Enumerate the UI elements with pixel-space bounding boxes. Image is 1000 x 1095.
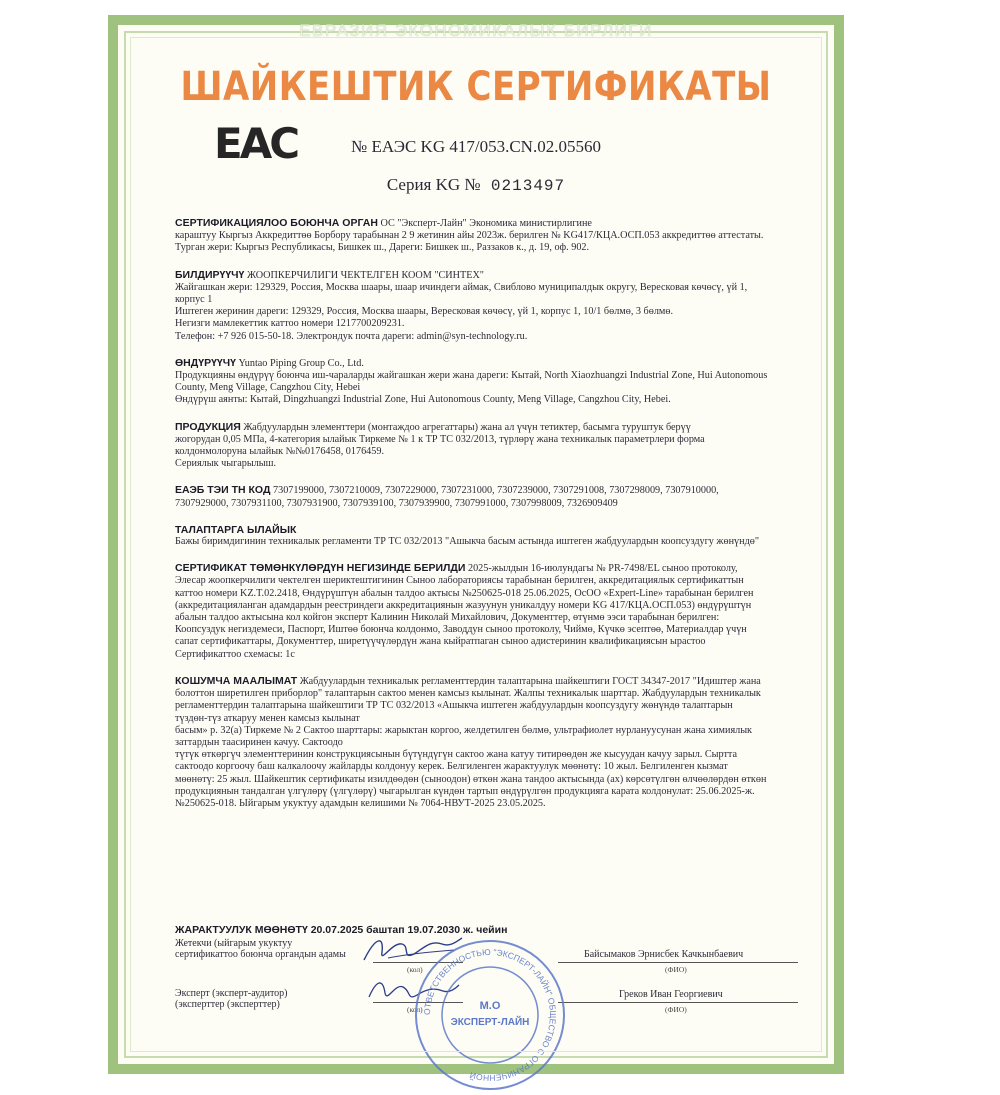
head-label-line: Жетекчи (ыйгарым укуктуу <box>175 938 293 949</box>
expert-label-line: (эксперттер (эксперттер) <box>175 999 280 1010</box>
section-requirements <box>175 524 795 548</box>
section-line: мөөнөтү: 25 жыл. Шайкештик сертификаты изилдөөдөн (сыноодон) өткөн жана тандоо актысында (ах) көрсөтүлгөн өлчөөлөрдөн өткөн <box>175 773 767 785</box>
section-label: БИЛДИРҮҮЧҮ <box>175 268 245 281</box>
expert-name-line <box>558 1002 798 1003</box>
section-line: каттоо номери KZ.T.02.2418, Өндүрүштүн абалын талдоо актысы №250625-018 25.06.2025, ОсОО «Expert-Line» тарабынан берилген <box>175 587 754 599</box>
section-line: Жайгашкан жери: 129329, Россия, Москва шаары, шаар ичиндеги аймак, Свиблово муниципалдык округу, Вересковая көчөсү, үй 1, <box>175 281 748 293</box>
section-line: Өндүрүш аянты: Кытай, Dingzhuangzi Industrial Zone, Hui Autonomous County, Meng Village, Cangzhou City, Hebei. <box>175 394 671 406</box>
organization-stamp <box>410 935 570 1095</box>
section-label: ЕАЭБ ТЭИ ТН КОД <box>175 484 271 497</box>
head-label-line: сертификаттоо боюнча органдын адамы <box>175 949 346 960</box>
section-line: 2025-жылдын 16-июлундагы № PR-7498/EL сыноо протоколу, <box>467 563 738 575</box>
section-line: сапат сертификаттары, Документтер, ширетүүчүлөрдүн жана кыйратпаган сыноо адистеринин квалификациясын ырастоо <box>175 636 706 648</box>
section-label: ӨНДҮРҮҮЧҮ <box>175 356 236 369</box>
section-line: Телефон: +7 926 015-50-18. Электрондук почта дареги: admin@syn-technology.ru. <box>175 330 528 342</box>
head-name-caption: (ФИО) <box>665 965 687 974</box>
section-label: СЕРТИФИКАЦИЯЛОО БОЮНЧА ОРГАН <box>175 217 378 229</box>
section-line: Сериялык чыгарылыш. <box>175 458 277 470</box>
section-line: Сертификаттоо схемасы: 1с <box>175 648 295 660</box>
union-banner: ЕВРАЗИЯ ЭКОНОМИКАЛЫК БИРЛИГИ <box>299 21 653 40</box>
section-line: Жабдуулардын элементтери (монтаждоо агрегаттары) жана ал үчүн тетиктер, басымга туруштук берүү <box>243 421 691 433</box>
section-line: караштуу Кыргыз Аккредиттөө Борбору тарабынан 2 9 жетинин айы 2023ж. берилген № KG417/КЦА.ОСП.053 аккредиттөө аттестаты. <box>175 230 764 242</box>
section-product <box>175 421 795 471</box>
section-label: ТАЛАПТАРГА ЫЛАЙЫК <box>175 523 297 536</box>
head-name-line <box>558 962 798 963</box>
section-line: заттардын таасиринен качуу. Сактоодо <box>175 736 343 748</box>
expert-label <box>175 988 288 1010</box>
section-line: Элесар жоопкерчилиги чектелген шериктештигинин Сыноо лабораториясы тарабынан берилген, аккредитациялык сертификаттын <box>175 575 744 587</box>
section-line: түздөн-түз аткаруу менен камсыз кылынат <box>175 712 360 724</box>
section-line: түтүк өткөргүч элементтеринин конструкциясынын бүтүндүгүн сактоо жана катуу титирөөдөн же кысуудан качуу зарыл. Сыртта <box>175 749 738 761</box>
section-line: 7307199000, 7307210009, 7307229000, 7307231000, 7307239000, 7307291008, 7307298009, 7307910000, <box>273 485 719 497</box>
section-line: Негизги мамлекеттик каттоо номери 1217700209231. <box>175 318 405 330</box>
section-line: Yuntao Piping Group Co., Ltd. <box>238 357 364 369</box>
section-line: сактоодо коргоочу баш калкалоочу жайларды колдонуу керек. Белгиленген жарактуулук мөөнөтү: 10 жыл. Белгиленген кызмат <box>175 761 728 773</box>
expert-name-caption: (ФИО) <box>665 1005 687 1014</box>
section-basis <box>175 562 795 661</box>
section-line: Жабдуулардын техникалык регламенттердин талаптарына шайкештиги ГОСТ 34347-2017 "Идиштер жана <box>299 675 761 687</box>
stamp-mp: М.О <box>479 1000 501 1012</box>
section-additional <box>175 675 795 810</box>
certificate-title: ШАЙКЕШТИК СЕРТИФИКАТЫ <box>180 63 772 111</box>
section-line: жогорудан 0,05 МПа, 4-категория ылайык Тиркеме № 1 к ТР ТС 032/2013, түрлөрү жана техникалык параметрлери форма <box>175 433 705 445</box>
section-line: Бажы биримдигинин техникалык регламенти ТР ТС 032/2013 "Ашыкча басым астында иштеген жабдуулардын коопсуздугу жөнүндө" <box>175 536 760 548</box>
section-applicant <box>175 269 795 343</box>
expert-name: Греков Иван Георгиевич <box>619 989 723 1000</box>
section-label: КОШУМЧА МААЛЫМАТ <box>175 674 298 687</box>
expert-sign-caption: (кол) <box>407 1005 423 1014</box>
stamp-center-text: ЭКСПЕРТ-ЛАЙН <box>450 1017 530 1028</box>
section-manufacturer <box>175 357 795 407</box>
section-tnved <box>175 484 795 509</box>
section-line: корпус 1 <box>175 294 213 306</box>
section-line: ОС "Эксперт-Лайн" Экономика министирлигине <box>380 218 592 229</box>
validity-label: ЖАРАКТУУЛУК МӨӨНӨТҮ 20.07.2025 баштап 19.07.2030 ж. чейин <box>175 924 508 936</box>
section-line: регламенттердин талаптарына шайкештиги ТР ТС 032/2013 «Ашыкча иштеген жабдуулардын коопсуздугу жөнүндө талаптарын <box>175 700 733 712</box>
head-label <box>175 938 346 960</box>
stamp-ring-text: ОТВЕТСТВЕННОСТЬЮ "ЭКСПЕРТ-ЛАЙН" ОБЩЕСТВО С ОГРАНИЧЕННОЙ <box>421 946 559 1084</box>
section-line: Иштеген жеринин дареги: 129329, Россия, Москва шаары, Вересковая көчөсү, үй 1, корпус 1, 10/1 бөлмө, 3 бөлмө. <box>175 306 673 318</box>
eac-logo: EAC <box>214 119 298 168</box>
series-row <box>118 175 834 195</box>
section-line: County, Meng Village, Cangzhou City, Hebei <box>175 382 361 394</box>
expert-label-line: Эксперт (эксперт-аудитор) <box>175 988 288 999</box>
section-label: ПРОДУКЦИЯ <box>175 420 241 433</box>
section-line: продукциянын тандалган үлгүлөрү (үлгүлөрү) чыгарылган күндөн тартып өндүрүлгөн продукцияга карата колдонулат: 25.06.2025-ж. <box>175 785 755 797</box>
section-line: ЖООПКЕРЧИЛИГИ ЧЕКТЕЛГЕН КООМ "СИНТЕХ" <box>246 269 484 281</box>
certificate-number: № ЕАЭС KG 417/053.CN.02.05560 <box>351 137 601 156</box>
series-number: 0213497 <box>490 177 566 195</box>
section-line: (аккредитацияланган адамдардын реестриндеги аккредитациянын жазуунун уникалдуу номери KG 417/КЦА.ОСП.053) өндүрүштүн <box>175 599 752 611</box>
section-line: Коопсуздук негиздемеси, Паспорт, Иштөө боюнча колдонмо, Заводдун сыноо протоколу, Чиймө, Күчкө эсептөө, Материалдар үчүн <box>175 624 747 636</box>
section-line: басым» р. 32(а) Тиркеме № 2 Сактоо шарттары: жарыктан коргоо, желдетилген бөлмө, ультрафиолет нурлануусунан жана химиялык <box>175 724 753 736</box>
section-cert-body <box>175 217 795 255</box>
head-sign-caption: (кол) <box>407 965 423 974</box>
section-line: Продукцияны өндүрүү боюнча иш-чараларды жайгашкан жери жана дареги: Кытай, North Xiaozhuangzi Industrial Zone, Hui Autonomous <box>175 370 768 382</box>
section-line: №250625-018. Ыйгарым укуктуу адамдын келишими № 7064-НВУТ-2025 23.05.2025. <box>175 797 546 809</box>
section-line: Турган жери: Кыргыз Республикасы, Бишкек ш., Дареги: Бишкек ш., Раззаков к., д. 19, оф. 902. <box>175 242 590 254</box>
section-label: СЕРТИФИКАТ ТӨМӨНКҮЛӨРДҮН НЕГИЗИНДЕ БЕРИЛДИ <box>175 562 466 575</box>
section-line: колдонмолоруна ылайык №№0176458, 0176459. <box>175 446 384 458</box>
series-label: Серия KG № <box>386 175 481 194</box>
section-line: абалын талдоо актысына кол койгон эксперт Калинин Николай Михайлович, Документтер, өтүнмө ээси тарабынан берилген: <box>175 612 720 624</box>
section-line: 7307929000, 7307931100, 7307931900, 7307939100, 7307939900, 7307991000, 7307998009, 7326909409 <box>175 497 618 509</box>
certificate-frame <box>108 15 844 1084</box>
head-name: Байсымаков Эрнисбек Качкынбаевич <box>584 949 744 960</box>
section-line: болоттон ширетилген приборлор" талаптарын сактоо менен камсыз кылынат. Жалпы техникалык шарттар. Жабдуулардын техникалык <box>175 688 761 700</box>
certificate-body <box>175 217 795 810</box>
